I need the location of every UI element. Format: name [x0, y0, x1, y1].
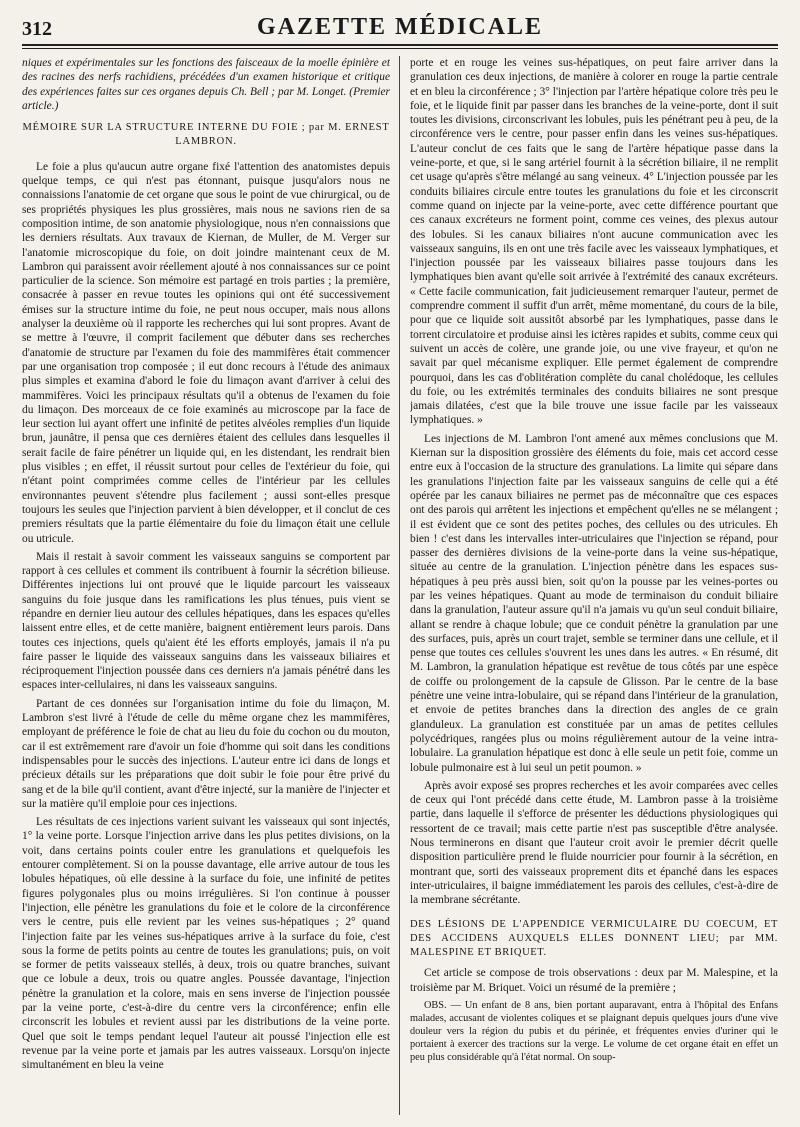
- right-column: [410, 56, 778, 1115]
- paragraph: Les injections de M. Lambron l'ont amené aux mêmes conclusions que M. Kiernan sur la disposition grossière des éléments du foie, mais cet accord cesse entre eux à l'occasion de la structure des granulations. La limite qui sépare dans les granulations l'injection faite par les vaisseaux sanguins de celle qui a été opérée par les canaux biliaires ne permet pas de méconnaître que ces espaces ont des parois qui arrêtent les injections et empêchent qu'elles ne se mélangent ; il est évident que ce sont des petites poches, des cellules ou des utricules. Eh bien ! c'est dans les intervalles inter-utriculaires que l'injection se répand, pour passer des dernières divisions de la veine-porte dans la veine sus-hépatique, située au centre de la granulation. L'injection pénètre dans les espaces sus-hépatiques à peu près aussi bien, soit qu'on la pousse par les veines-portes ou par les veines hépatiques. Quant au mode de terminaison du conduit biliaire dans la granulation, l'auteur assure qu'il n'a jamais vu qu'un seul conduit biliaire, allant se rendre à chaque lobule; que ce conduit pénètre la granulation par une des surfaces, puis, après un court trajet, semble se terminer dans une cellule, et il pense que toutes ces cellules s'ouvrent les unes dans les autres. « En résumé, dit M. Lambron, la granulation hépatique est revêtue de tous côtés par une espèce de coiffe ou prolongement de la capsule de Glisson. Par le centre de la base pénètre une veine intra-lobulaire, qui se répand dans l'intérieur de la granulation, et envoie de petites branches dans la direction des angles de ce grain glanduleux. La granulation est constituée par un amas de petites cellules polycédriques, rangées plus ou moins régulièrement autour de la veine intra-lobulaire. La granulation hépatique est donc à elle seule un petit foie, comme un lobule pulmonaire est à lui seul un petit poumon. »: [410, 432, 778, 774]
- intro-paragraph: niques et expérimentales sur les fonctions des faisceaux de la moelle épinière et des racines des nerfs rachidiens, précédées d'un examen historique et critique des expériences faites sur ces organes depuis Ch. Bell ; par M. Longet. (Premier article.): [22, 57, 390, 112]
- paragraph: Le foie a plus qu'aucun autre organe fixé l'attention des anatomistes depuis quelque temps, ce qui n'est pas étonnant, puisque jusqu'alors nous ne connaissions l'anatomie de cet organe que sous le point de vue chirurgical, ou de ses propriétés physiques les plus grossières, mais nous ne savions rien de sa composition intime, de son anatomie physiologique, nous n'en connaissions que les derniers résultats. Aux travaux de Kiernan, de Muller, de M. Verger sur l'anatomie microscopique du foie, on doit joindre maintenant ceux de M. Lambron qui paraissent avoir réellement ajouté à nos connaissances sur ce point particulier de la science. Son mémoire est partagé en trois parties ; la première, consacrée à passer en revue toutes les opinions qui ont été successivement émises sur la structure intime du foie, ne peut nous occuper, mais nous allons analyser la deuxième où il rapporte les recherches qui lui sont propres. Avant de se mettre à l'œuvre, il comprit facilement que débuter dans ses recherches d'anatomie de structure par l'examen du foie des mammifères était commencer par une organisation trop composée ; il eut donc recours à l'étude des animaux plus simples et examina d'abord le foie du limaçon avant d'arriver à celui des mammifères. Voici les principaux résultats qu'il a obtenus de l'examen du foie du limaçon. Des morceaux de ce foie examinés au microscope par la face de leur section lui ayant offert une infinité de petites alvéoles remplies d'un liquide brun, jaunâtre, il pensa que ces dernières étaient des cellules dans lesquelles il serait facile de faire pénétrer un liquide qui, en les distendant, les rendrait bien plus visibles ; en effet, il réussit surtout pour celles de l'extérieur du foie, qui n'étant point comprimées comme celles de l'intérieur par les cellules environnantes peuvent s'étendre plus facilement ; aussi sont-elles presque toujours les seules que l'injection parvient à bien développer, et il conclut de ces premiers résultats que la partie élémentaire du foie du limaçon était une cellule ou utricule.: [22, 160, 390, 545]
- column-divider: [399, 56, 400, 1115]
- article-title-appendix: DES LÉSIONS DE L'APPENDICE VERMICULAIRE DU COECUM, ET DES ACCIDENS AUXQUELS ELLES DONNENT LIEU; par MM. MALESPINE ET BRIQUET.: [410, 918, 778, 959]
- paragraph: Après avoir exposé ses propres recherches et les avoir comparées avec celles de ceux qui l'ont précédé dans cette étude, M. Lambron passe à la troisième partie, dans laquelle il s'efforce de présenter les déductions physiologiques qui ressortent de ce travail; mais cette partie n'est pas susceptible d'être analysée. Nous terminerons en disant que l'auteur croit avoir le premier décrit quelle disposition particulière prend le fluide nourricier pour fournir à la sécrétion, en montrant que, sorti des vaisseaux proprement dits et épanché dans les espaces inter-utriculaires, il baigne immédiatement les parois des cellules, c'est-à-dire de la membrane sécrétante.: [410, 779, 778, 907]
- left-column: [22, 56, 390, 1115]
- paragraph: Partant de ces données sur l'organisation intime du foie du limaçon, M. Lambron s'est livré à l'étude de celle du même organe chez les mammifères, employant de préférence le foie de chat au lieu du foie du cochon ou du mouton, car il est extrêmement rare d'avoir un foie d'homme qui soit dans les conditions indispensables pour le succès des injections. L'auteur entre ici dans de longs et précieux détails sur les préparations que doit subir le foie pour être privé du sang et de la bile qu'il contient, avant d'être injecté, sur la manière de l'injecter et sur la matière qu'il emploie pour ces injections.: [22, 697, 390, 810]
- paragraph: Les résultats de ces injections varient suivant les vaisseaux qui sont injectés, 1° la veine porte. Lorsque l'injection arrive dans les plus petites divisions, on la voit, dans certains points couler entre les granulations et quelquefois les entourer complètement. Si on la pousse davantage, elle arrive autour de tous les lobules hépatiques, où elle dessine à la surface du foie, une infinité de petites figures polygonales plus ou moins irrégulières. Si l'on continue à pousser l'injection, elle pénètre les granulations du foie et le colore de la circonférence vers le centre, puis elle revient par les veines sus-hépatiques ; 2° quand l'injection faite par les veines sus-hépatiques arrive à la surface du foie, c'est sous la forme de petits points au centre de toutes les granulations; puis, on voit se former de petits vaisseaux stellés, à deux, trois ou quatre branches, suivant que ce lobule a deux, trois ou quatre angles. Poussée davantage, l'injection pénètre la granulation et la colore, mais en sens inverse de l'injection poussée par la veine porte, c'est-à-dire du centre vers la circonférence; enfin elle circonscrit les lobules et revient aussi par les distributions de la veine porte. Quel que soit le temps pendant lequel l'auteur ait poussé l'injection elle est revenue par la veine porte et jamais par les autres vaisseaux. Lorsqu'on injecte simultanément en bleu la veine: [22, 816, 390, 1072]
- observation-paragraph: OBS. — Un enfant de 8 ans, bien portant auparavant, entra à l'hôpital des Enfans malades, accusant de violentes coliques et se plaignant depuis quelques jours d'une vive douleur vers la région du pubis et du périnée, et fréquentes envies d'uriner qui le portaient à exercer des tractions sur la verge. Le volume de cet organe était en effet un peu plus considérable qu'à l'état normal. On soup-: [410, 1000, 778, 1063]
- article-title-liver: MÉMOIRE SUR LA STRUCTURE INTERNE DU FOIE ; par M. ERNEST LAMBRON.: [22, 122, 390, 148]
- journal-title: GAZETTE MÉDICALE: [256, 14, 544, 40]
- page-number: 312: [22, 18, 52, 40]
- page-header: [22, 12, 778, 46]
- paragraph: porte et en rouge les veines sus-hépatiques, on peut faire arriver dans la granulation ces deux injections, de manière à colorer en rouge la partie centrale et en bleu la circonférence ; 3° l'injection par l'artère hépatique colore très peu le foie, et le liquide finit par passer dans les branches de la veine-porte, dont il suit toutes les divisions, circonscrivant les lobules, puis les pénétrant peu à peu, de la circonférence vers le centre, pour passer enfin dans les veines sus-hépatiques. L'auteur conclut de ces faits que le sang de l'artère hépatique passe dans la veine-porte, et que, si le sang artériel fournit à la sécrétion biliaire, il ne remplit cet usage qu'après s'être mélangé au sang veineux. 4° L'injection poussée par les conduits biliaires circule entre toutes les granulations du foie et les circonscrit comme quand on injecte par la veine-porte, avec cette différence pourtant que ces canaux excréteurs ne forment point, comme ces veines, des plexus autour des lobules. Si les canaux biliaires n'ont aucune communication avec les vaisseaux sanguins, ils en ont une très facile avec les vaisseaux lymphatiques, et l'injection poussée par les vaisseaux biliaires passe toujours dans les lymphatiques bien avant qu'elle soit arrivée à l'extrémité des canaux excréteurs. « Cette facile communication, fait judicieusement remarquer l'auteur, permet de comprendre comment il suffit d'un arrêt, même momentané, du cours de la bile, pour que ce liquide soit aussitôt absorbé par les lymphatiques, passe dans le torrent circulatoire et produise ainsi les ictères rapides et subits, comme ceux qui suivent un accès de colère, une grande joie, ou une vive frayeur, et qu'on ne savait par quel mécanisme expliquer. Elle permet également de comprendre pourquoi, dans les cas d'oblitération complète du canal cholédoque, les cellules du foie, ou les extrémités terminales des conduits biliaires ne sont presque jamais dilatées, c'est que la bile trouve une issue facile par les vaisseaux lymphatiques. »: [410, 57, 778, 427]
- paragraph: Cet article se compose de trois observations : deux par M. Malespine, et la troisième par M. Briquet. Voici un résumé de la première ;: [410, 967, 778, 994]
- header-rule: [22, 48, 778, 49]
- paragraph: Mais il restait à savoir comment les vaisseaux sanguins se comportent par rapport à ces cellules et comment ils contribuent à fournir la sécrétion bilieuse. Différentes injections lui ont prouvé que le liquide parcourt les vaisseaux sanguins du foie jusque dans les ramifications les plus ténues, puis vient se répandre en dernier lieu autour des cellules hépatiques, dans les espaces qu'elles laissent entre elles, et de cette manière, baignent entièrement leurs parois. Dans toutes ces injections, quels qu'aient été les efforts employés, jamais il n'a pu faire passer le liquide des vaisseaux sanguins dans les vaisseaux biliaires et réciproquement l'injection poussée dans ces derniers n'a jamais pénétré dans les espaces inter-cellulaires, ni dans les vaisseaux sanguins.: [22, 550, 390, 692]
